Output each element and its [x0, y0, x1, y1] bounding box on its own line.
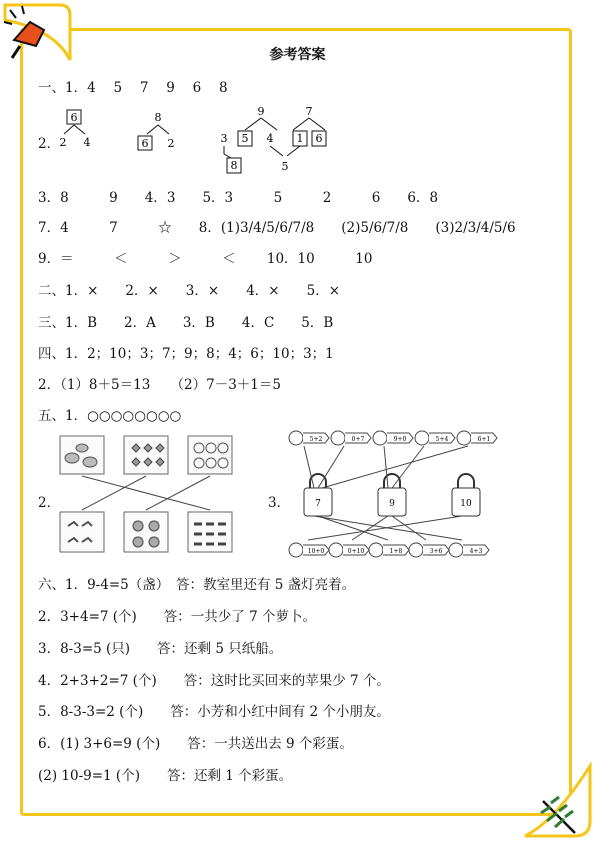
- svg-text:9: 9: [257, 105, 265, 118]
- split-a-right: 4: [83, 136, 91, 149]
- bottom-key-label: 1+8: [389, 548, 403, 555]
- split-diagram-c: [221, 105, 327, 173]
- top-key-label: 9+0: [393, 436, 407, 443]
- lock-0: [304, 474, 332, 516]
- bottom-picture-row: [60, 512, 232, 552]
- answer-line-l10: 五、1．○○○○○○○○: [38, 408, 182, 424]
- answer-line-l18: 6．(1) 3+6=9 (个) 答：一共送出去 9 个彩蛋。: [38, 736, 353, 752]
- top-key-4: [457, 431, 497, 445]
- answer-line-l15: 3．8-3=5 (只) 答：还剩 5 只纸船。: [38, 641, 283, 657]
- top-key-3: [415, 431, 455, 445]
- answer-line-l3: 3．8 9 4．3 5．3 5 2 6 6．8: [38, 190, 439, 206]
- answer-line-l17: 5．8-3-3=2 (个) 答：小芳和小红中间有 2 个小朋友。: [38, 704, 390, 720]
- top-key-label: 6+1: [477, 436, 491, 443]
- bottom-key-0: [289, 543, 329, 557]
- svg-text:3: 3: [220, 132, 228, 145]
- bottom-key-label: 4+3: [469, 548, 483, 555]
- bottom-keys: [289, 543, 489, 557]
- top-key-label: 5+4: [435, 436, 449, 443]
- bottom-key-4: [449, 543, 489, 557]
- split-b-top: 8: [154, 111, 162, 124]
- svg-text:7: 7: [305, 105, 313, 118]
- top-key-0: [289, 431, 329, 445]
- svg-text:4: 4: [266, 132, 274, 145]
- bottom-key-1: [329, 543, 369, 557]
- answer-line-l11: 2．: [38, 495, 61, 511]
- top-key-2: [373, 431, 413, 445]
- matching-lines: [82, 476, 210, 510]
- top-keys: [289, 431, 497, 445]
- svg-text:5: 5: [241, 132, 249, 145]
- split-a-top: 6: [70, 111, 78, 124]
- lock-label: 10: [460, 499, 472, 509]
- leaf-icon: [515, 761, 595, 841]
- bottom-key-3: [409, 543, 449, 557]
- answer-line-l2: 2．: [38, 136, 61, 152]
- top-key-label: 0+7: [351, 436, 365, 443]
- split-a-left: 2: [59, 136, 67, 149]
- bottom-key-2: [369, 543, 409, 557]
- page-title: 参考答案: [269, 47, 326, 63]
- answer-line-l6: 二、1．× 2．× 3．× 4．× 5．×: [38, 283, 341, 299]
- answer-line-l1: 一、1．4 5 7 9 6 8: [38, 80, 228, 96]
- number-split-diagrams: [55, 104, 355, 176]
- lock-1: [378, 474, 406, 516]
- answer-line-l5: 9．＝ ＜ ＞ ＜ 10．10 10: [38, 251, 373, 267]
- bottom-key-label: 3+6: [429, 548, 443, 555]
- svg-text:8: 8: [230, 159, 238, 172]
- svg-text:5: 5: [281, 160, 289, 173]
- split-diagram-b: [138, 111, 175, 150]
- bottom-key-label: 10+0: [307, 548, 325, 555]
- answer-line-l4: 7．4 7 ☆ 8．(1)3/4/5/6/7/8 (2)5/6/7/8 (3)2/3/4/5/6: [38, 220, 516, 236]
- svg-text:6: 6: [315, 132, 323, 145]
- lock-label: 7: [315, 499, 321, 509]
- lock-label: 9: [389, 499, 395, 509]
- top-key-label: 5+2: [309, 436, 323, 443]
- top-key-1: [331, 431, 371, 445]
- split-b-left: 6: [141, 137, 149, 150]
- answer-line-l19: (2) 10-9=1 (个) 答：还剩 1 个彩蛋。: [38, 768, 293, 784]
- svg-text:1: 1: [296, 132, 304, 145]
- answer-line-l9: 2．（1）8＋5＝13 （2）7－3＋1＝5: [38, 377, 281, 393]
- locks: [304, 474, 480, 516]
- answer-line-l13: 六、1．9-4=5（盏） 答：教室里还有 5 盏灯亮着。: [38, 577, 356, 593]
- picture-matching: [58, 434, 238, 554]
- answer-line-l16: 4．2+3+2=7 (个) 答：这时比买回来的苹果少 7 个。: [38, 673, 390, 689]
- top-picture-row: [60, 436, 232, 474]
- answer-line-l7: 三、1．B 2．A 3．B 4．C 5．B: [38, 315, 334, 331]
- answer-line-l8: 四、1．2；10；3；7；9；8；4；6；10；3；1: [38, 346, 334, 362]
- bottom-key-label: 0+10: [347, 548, 365, 555]
- q3-label: 3．: [268, 495, 291, 511]
- answer-line-l14: 2．3+4=7 (个) 答：一共少了 7 个萝卜。: [38, 609, 316, 625]
- split-diagram-a: [60, 110, 91, 149]
- split-b-right: 2: [167, 137, 175, 150]
- keys-and-locks: [284, 424, 514, 572]
- lock-2: [452, 474, 480, 516]
